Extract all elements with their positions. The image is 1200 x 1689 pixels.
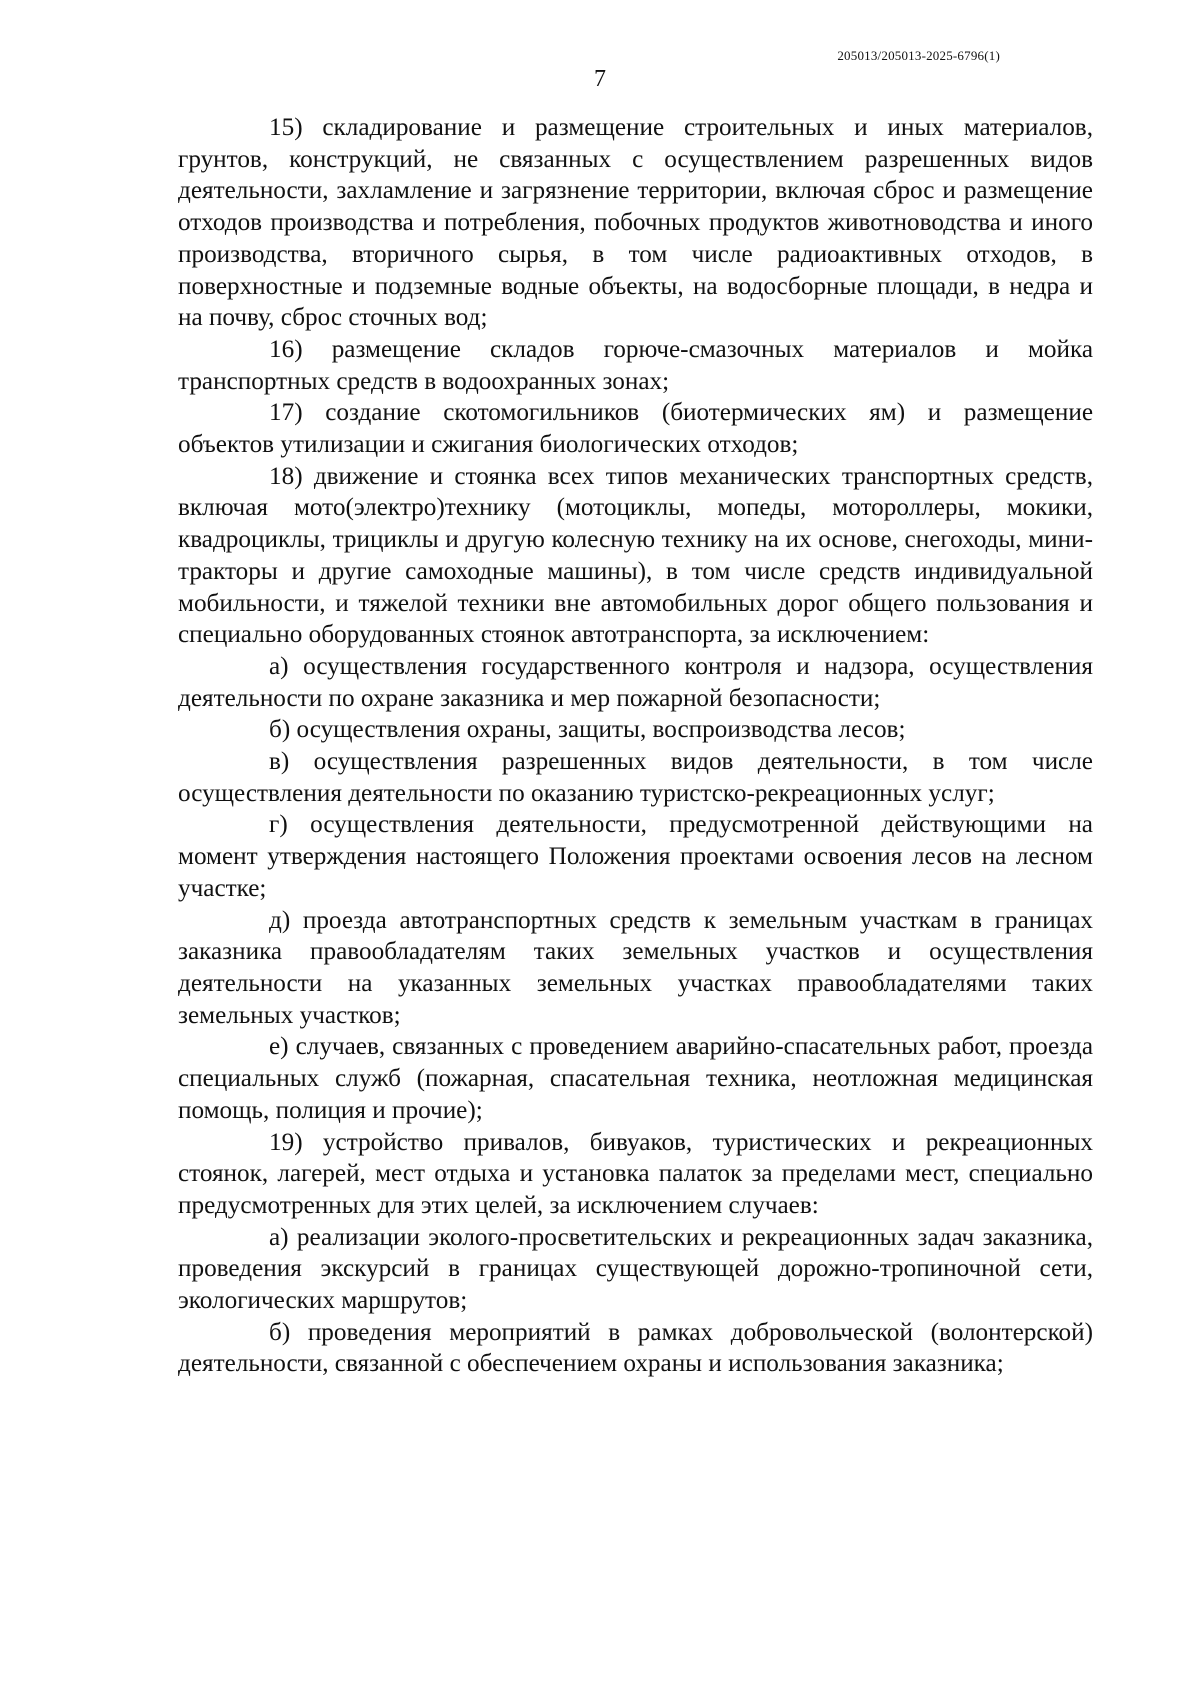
paragraph-item-18-b: б) осуществления охраны, защиты, воспроизводства лесов; (269, 716, 906, 744)
page-number: 7 (594, 66, 606, 92)
paragraph-item-19-a: а) реализации эколого-просветительских и рекреационных задач заказника, проведения экскурсий в границах существующей дорожно-тропиночной сети, экологических маршрутов; (178, 1223, 1093, 1315)
paragraph-item-16: 16) размещение складов горюче-смазочных материалов и мойка транспортных средств в водоохранных зонах; (178, 335, 1093, 395)
paragraph-item-19: 19) устройство привалов, бивуаков, туристических и рекреационных стоянок, лагерей, мест отдыха и установка палаток за пределами мест, специально предусмотренных для этих целей, за исключением случаев: (178, 1128, 1093, 1219)
paragraph-item-18-e: е) случаев, связанных с проведением аварийно-спасательных работ, проезда специальных служб (пожарная, спасательная техника, неотложная медицинская помощь, полиция и прочие); (178, 1033, 1093, 1124)
paragraph-item-18-g: г) осуществления деятельности, предусмотренной действующими на момент утверждения настоящего Положения проектами освоения лесов на лесном участке; (178, 811, 1093, 902)
paragraph-item-19-b: б) проведения мероприятий в рамках добровольческой (волонтерской) деятельности, связанной с обеспечением охраны и использования заказника; (178, 1318, 1093, 1378)
paragraph-item-18: 18) движение и стоянка всех типов механических транспортных средств, включая мото(электро)технику (мотоциклы, мопеды, мотороллеры, мокики, квадроциклы, трициклы и другую колесную технику на их основе, снегоходы, мини-тракторы и другие самоходные машины), в том числе средств индивидуальной мобильности, и тяжелой техники вне автомобильных дорог общего пользования и специально оборудованных стоянок автотранспорта, за исключением: (178, 462, 1093, 649)
document-registration-number: 205013/205013-2025-6796(1) (837, 48, 1000, 63)
document-body (178, 112, 1093, 1380)
paragraph-item-17: 17) создание скотомогильников (биотермических ям) и размещение объектов утилизации и сжигания биологических отходов; (178, 399, 1093, 459)
paragraph-item-18-v: в) осуществления разрешенных видов деятельности, в том числе осуществления деятельности по оказанию туристско-рекреационных услуг; (178, 748, 1093, 807)
paragraph-item-18-d: д) проезда автотранспортных средств к земельным участкам в границах заказника правообладателям таких земельных участков и осуществления деятельности на указанных земельных участках правообладателями таких земельных участков; (178, 906, 1093, 1029)
paragraph-item-15: 15) складирование и размещение строительных и иных материалов, грунтов, конструкций, не связанных с осуществлением разрешенных видов деятельности, захламление и загрязнение территории, включая сброс и размещение отходов производства и потребления, побочных продуктов животноводства и иного производства, вторичного сырья, в том числе радиоактивных отходов, в поверхностные и подземные водные объекты, на водосборные площади, в недра и на почву, сброс сточных вод; (178, 114, 1093, 332)
paragraph-item-18-a: а) осуществления государственного контроля и надзора, осуществления деятельности по охране заказника и мер пожарной безопасности; (178, 652, 1093, 712)
